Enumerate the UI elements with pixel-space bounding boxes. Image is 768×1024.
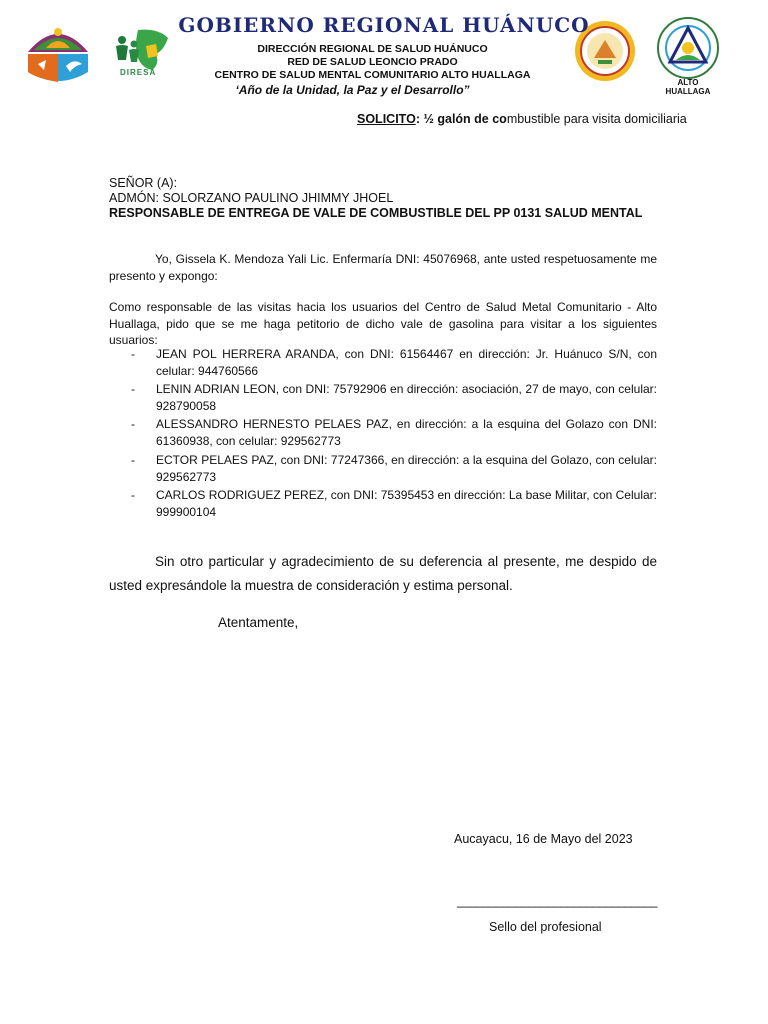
addressee-name: ADMÓN: SOLORZANO PAULINO JHIMMY JHOEL [109, 191, 394, 205]
salutation: SEÑOR (A): [109, 176, 178, 190]
diresa-logo-text: DIRESA [120, 68, 157, 77]
list-item-text: JEAN POL HERRERA ARANDA, con DNI: 61564467 en dirección: Jr. Huánuco S/N, con celular: 944760566 [156, 347, 657, 378]
list-bullet: - [131, 347, 135, 361]
signature-caption: Sello del profesional [489, 920, 602, 934]
list-item-text: CARLOS RODRIGUEZ PEREZ, con DNI: 75395453 en dirección: La base Militar, con Celular: 999900104 [156, 488, 657, 519]
year-motto: ‘Año de la Unidad, la Paz y el Desarrollo” [235, 83, 470, 97]
list-item-text: LENIN ADRIAN LEON, con DNI: 75792906 en dirección: asociación, 27 de mayo, con celular: 928790058 [156, 382, 657, 413]
header-line-directorate: DIRECCIÓN REGIONAL DE SALUD HUÁNUCO [257, 43, 488, 55]
closing-paragraph: Sin otro particular y agradecimiento de su deferencia al presente, me despido de usted expresándole la muestra de consideración y estima personal. [109, 554, 657, 593]
request-rest: mbustible para visita domiciliaria [506, 112, 687, 126]
request-label: SOLICITO [357, 112, 416, 126]
list-item-text: ALESSANDRO HERNESTO PELAES PAZ, en dirección: a la esquina del Golazo con DNI: 61360938, con celular: 929562773 [156, 417, 657, 448]
regards: Atentamente, [218, 615, 299, 630]
alto-huallaga-logo-text: ALTO HUALLAGA [665, 78, 711, 96]
place-and-date: Aucayacu, 16 de Mayo del 2023 [454, 832, 633, 846]
list-item-text: ECTOR PELAES PAZ, con DNI: 77247366, en dirección: a la esquina del Golazo, con celular: 929562773 [156, 453, 657, 484]
request-paragraph: Como responsable de las visitas hacia los usuarios del Centro de Salud Metal Comunitario - Alto Huallaga, pido que se me haga petitorio de dicho vale de gasolina para visitar a los siguientes usuarios: [109, 300, 657, 347]
government-title: GOBIERNO REGIONAL HUÁNUCO [178, 13, 590, 37]
intro-paragraph: Yo, Gissela K. Mendoza Yali Lic. Enfermaría DNI: 45076968, ante usted respetuosamente me presento y expongo: [109, 252, 657, 283]
request-subject [357, 112, 687, 126]
list-bullet: - [131, 382, 135, 396]
request-colon: : [415, 112, 420, 126]
signature-line: _______________________________ [457, 894, 658, 908]
request-bold-part: ½ galón de co [419, 112, 507, 126]
header-line-health-network: RED DE SALUD LEONCIO PRADO [287, 56, 458, 68]
list-bullet: - [131, 417, 135, 431]
list-bullet: - [131, 488, 135, 502]
list-bullet: - [131, 453, 135, 467]
header-line-health-center: CENTRO DE SALUD MENTAL COMUNITARIO ALTO HUALLAGA [214, 69, 531, 81]
addressee-role: RESPONSABLE DE ENTREGA DE VALE DE COMBUSTIBLE DEL PP 0131 SALUD MENTAL [109, 206, 643, 220]
